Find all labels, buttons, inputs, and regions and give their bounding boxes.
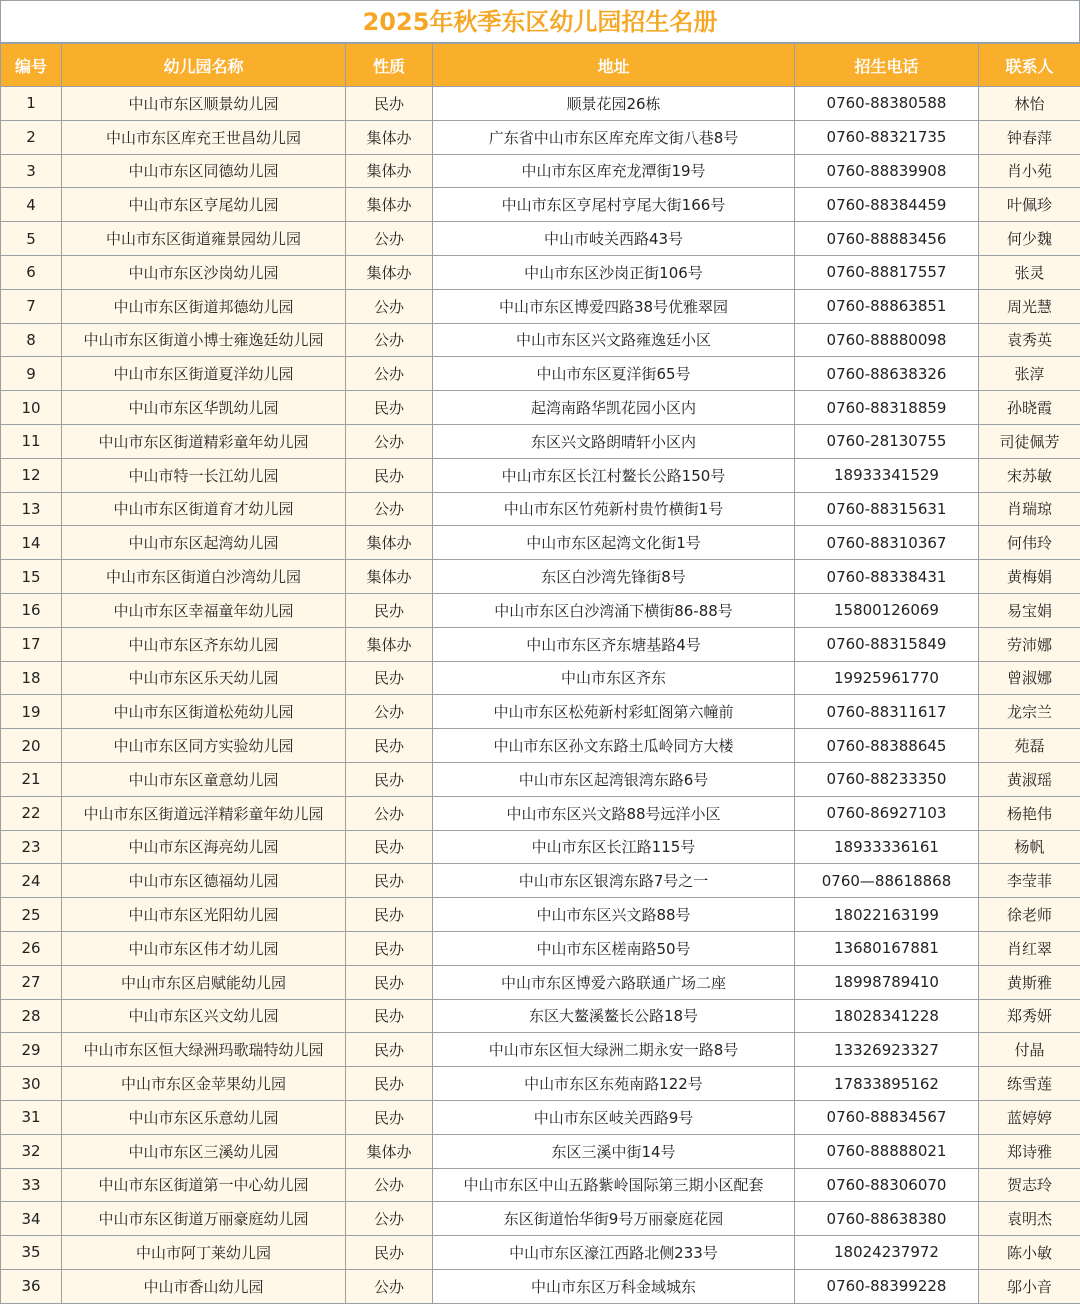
cell-kindergarten-name: 中山市香山幼儿园 [62,1269,346,1303]
cell-address: 东区兴文路朗晴轩小区内 [433,424,795,458]
cell-kindergarten-name: 中山市东区幸福童年幼儿园 [62,593,346,627]
cell-address: 东区大鳌溪鳌长公路18号 [433,999,795,1033]
cell-type: 公办 [346,1269,433,1303]
cell-type: 公办 [346,222,433,256]
cell-type: 民办 [346,1033,433,1067]
cell-phone: 0760-88233350 [795,762,979,796]
cell-contact: 李莹菲 [979,864,1080,898]
cell-address: 中山市东区博爱四路38号优雅翠园 [433,289,795,323]
cell-address: 中山市东区恒大绿洲二期永安一路8号 [433,1033,795,1067]
cell-address: 中山市东区博爱六路联通广场二座 [433,965,795,999]
header-contact: 联系人 [979,44,1080,87]
cell-type: 集体办 [346,120,433,154]
cell-contact: 肖小苑 [979,154,1080,188]
cell-address: 广东省中山市东区库充库文街八巷8号 [433,120,795,154]
cell-kindergarten-name: 中山市东区同德幼儿园 [62,154,346,188]
cell-type: 集体办 [346,1134,433,1168]
cell-contact: 龙宗兰 [979,695,1080,729]
cell-phone: 0760-88318859 [795,391,979,425]
cell-contact: 蓝婷婷 [979,1100,1080,1134]
table-row [1,931,1080,965]
table-row [1,1202,1080,1236]
cell-number: 14 [1,526,62,560]
header-type: 性质 [346,44,433,87]
cell-contact: 陈小敏 [979,1236,1080,1270]
cell-address: 东区街道怡华街9号万丽豪庭花园 [433,1202,795,1236]
table-row [1,593,1080,627]
cell-address: 中山市东区竹苑新村贵竹横街1号 [433,492,795,526]
cell-phone: 0760-88399228 [795,1269,979,1303]
cell-contact: 郑诗雅 [979,1134,1080,1168]
cell-kindergarten-name: 中山市东区街道白沙湾幼儿园 [62,560,346,594]
cell-phone: 18933336161 [795,830,979,864]
cell-contact: 黄淑瑶 [979,762,1080,796]
table-row [1,729,1080,763]
cell-address: 中山市东区孙文东路土瓜岭同方大楼 [433,729,795,763]
table-row [1,492,1080,526]
cell-kindergarten-name: 中山市东区街道小博士雍逸廷幼儿园 [62,323,346,357]
table-row [1,1067,1080,1101]
cell-type: 公办 [346,1202,433,1236]
cell-number: 10 [1,391,62,425]
cell-kindergarten-name: 中山市东区亨尾幼儿园 [62,188,346,222]
cell-number: 19 [1,695,62,729]
cell-phone: 0760-88384459 [795,188,979,222]
cell-contact: 林怡 [979,87,1080,121]
cell-kindergarten-name: 中山市东区齐东幼儿园 [62,627,346,661]
header-phone: 招生电话 [795,44,979,87]
cell-type: 公办 [346,289,433,323]
cell-number: 18 [1,661,62,695]
cell-number: 8 [1,323,62,357]
cell-type: 民办 [346,864,433,898]
cell-contact: 肖瑞琼 [979,492,1080,526]
header-address: 地址 [433,44,795,87]
cell-number: 5 [1,222,62,256]
table-row [1,661,1080,695]
cell-contact: 张灵 [979,255,1080,289]
table-row [1,796,1080,830]
cell-number: 16 [1,593,62,627]
table-row [1,120,1080,154]
enrollment-table [0,43,1080,1304]
cell-number: 15 [1,560,62,594]
cell-address: 中山市东区沙岗正街106号 [433,255,795,289]
cell-address: 中山市东区中山五路紫岭国际第三期小区配套 [433,1168,795,1202]
cell-contact: 宋苏敏 [979,458,1080,492]
cell-phone: 18024237972 [795,1236,979,1270]
cell-number: 7 [1,289,62,323]
table-row [1,898,1080,932]
cell-kindergarten-name: 中山市东区金苹果幼儿园 [62,1067,346,1101]
cell-phone: 0760-88839908 [795,154,979,188]
cell-contact: 曾淑娜 [979,661,1080,695]
cell-number: 17 [1,627,62,661]
cell-number: 6 [1,255,62,289]
cell-address: 中山市岐关西路43号 [433,222,795,256]
cell-number: 33 [1,1168,62,1202]
cell-contact: 贺志玲 [979,1168,1080,1202]
cell-kindergarten-name: 中山市东区街道远洋精彩童年幼儿园 [62,796,346,830]
cell-phone: 18022163199 [795,898,979,932]
cell-address: 中山市东区东苑南路122号 [433,1067,795,1101]
cell-type: 公办 [346,1168,433,1202]
cell-type: 公办 [346,796,433,830]
cell-kindergarten-name: 中山市东区伟才幼儿园 [62,931,346,965]
table-row [1,289,1080,323]
cell-address: 起湾南路华凯花园小区内 [433,391,795,425]
cell-phone: 0760-86927103 [795,796,979,830]
cell-address: 中山市东区长江路115号 [433,830,795,864]
cell-address: 东区三溪中街14号 [433,1134,795,1168]
table-row [1,154,1080,188]
table-row [1,87,1080,121]
cell-contact: 肖红翠 [979,931,1080,965]
cell-type: 民办 [346,1236,433,1270]
cell-contact: 郑秀妍 [979,999,1080,1033]
cell-phone: 0760-88863851 [795,289,979,323]
cell-number: 12 [1,458,62,492]
cell-type: 民办 [346,1067,433,1101]
cell-contact: 叶佩珍 [979,188,1080,222]
cell-contact: 周光慧 [979,289,1080,323]
cell-type: 民办 [346,1100,433,1134]
table-row [1,458,1080,492]
cell-phone: 19925961770 [795,661,979,695]
table-row [1,323,1080,357]
cell-number: 27 [1,965,62,999]
cell-kindergarten-name: 中山市东区三溪幼儿园 [62,1134,346,1168]
cell-contact: 邬小音 [979,1269,1080,1303]
cell-address: 中山市东区兴文路雍逸廷小区 [433,323,795,357]
cell-kindergarten-name: 中山市东区启赋能幼儿园 [62,965,346,999]
cell-contact: 何伟玲 [979,526,1080,560]
cell-phone: 0760-88315849 [795,627,979,661]
cell-number: 32 [1,1134,62,1168]
cell-kindergarten-name: 中山市东区起湾幼儿园 [62,526,346,560]
table-row [1,424,1080,458]
cell-contact: 张淳 [979,357,1080,391]
header-number: 编号 [1,44,62,87]
cell-address: 中山市东区起湾文化街1号 [433,526,795,560]
cell-contact: 何少魏 [979,222,1080,256]
cell-kindergarten-name: 中山市东区德福幼儿园 [62,864,346,898]
cell-kindergarten-name: 中山市东区街道邦德幼儿园 [62,289,346,323]
table-body [1,87,1080,1304]
cell-type: 集体办 [346,627,433,661]
cell-number: 29 [1,1033,62,1067]
cell-address: 中山市东区长江村鳌长公路150号 [433,458,795,492]
cell-phone: 0760-88380588 [795,87,979,121]
cell-contact: 劳沛娜 [979,627,1080,661]
cell-contact: 徐老师 [979,898,1080,932]
table-row [1,188,1080,222]
cell-type: 民办 [346,458,433,492]
cell-type: 民办 [346,898,433,932]
cell-contact: 袁明杰 [979,1202,1080,1236]
cell-type: 公办 [346,357,433,391]
cell-phone: 0760-88638380 [795,1202,979,1236]
cell-type: 集体办 [346,188,433,222]
cell-number: 3 [1,154,62,188]
cell-address: 中山市东区库充龙潭街19号 [433,154,795,188]
table-row [1,1168,1080,1202]
table-row [1,222,1080,256]
cell-number: 4 [1,188,62,222]
table-row [1,1100,1080,1134]
table-row [1,864,1080,898]
cell-contact: 黄梅娟 [979,560,1080,594]
cell-type: 公办 [346,492,433,526]
cell-phone: 0760-88306070 [795,1168,979,1202]
cell-contact: 司徒佩芳 [979,424,1080,458]
cell-address: 顺景花园26栋 [433,87,795,121]
cell-kindergarten-name: 中山市东区街道松苑幼儿园 [62,695,346,729]
cell-number: 13 [1,492,62,526]
cell-phone: 0760-88883456 [795,222,979,256]
cell-phone: 0760-88310367 [795,526,979,560]
cell-phone: 0760-88638326 [795,357,979,391]
cell-number: 35 [1,1236,62,1270]
cell-address: 中山市东区亨尾村亨尾大街166号 [433,188,795,222]
cell-contact: 钟春萍 [979,120,1080,154]
cell-kindergarten-name: 中山市东区光阳幼儿园 [62,898,346,932]
cell-kindergarten-name: 中山市东区街道第一中心幼儿园 [62,1168,346,1202]
cell-kindergarten-name: 中山市东区街道育才幼儿园 [62,492,346,526]
cell-phone: 13680167881 [795,931,979,965]
cell-kindergarten-name: 中山市特一长江幼儿园 [62,458,346,492]
cell-contact: 付晶 [979,1033,1080,1067]
cell-kindergarten-name: 中山市东区同方实验幼儿园 [62,729,346,763]
cell-number: 34 [1,1202,62,1236]
table-row [1,391,1080,425]
cell-kindergarten-name: 中山市东区街道万丽豪庭幼儿园 [62,1202,346,1236]
cell-address: 中山市东区白沙湾涌下横街86-88号 [433,593,795,627]
cell-kindergarten-name: 中山市阿丁莱幼儿园 [62,1236,346,1270]
cell-address: 中山市东区齐东 [433,661,795,695]
cell-address: 东区白沙湾先锋街8号 [433,560,795,594]
cell-number: 22 [1,796,62,830]
cell-number: 23 [1,830,62,864]
cell-phone: 0760-88888021 [795,1134,979,1168]
cell-number: 31 [1,1100,62,1134]
cell-address: 中山市东区起湾银湾东路6号 [433,762,795,796]
cell-kindergarten-name: 中山市东区童意幼儿园 [62,762,346,796]
cell-address: 中山市东区万科金域城东 [433,1269,795,1303]
cell-phone: 0760-88315631 [795,492,979,526]
cell-address: 中山市东区银湾东路7号之一 [433,864,795,898]
cell-type: 集体办 [346,154,433,188]
cell-kindergarten-name: 中山市东区库充王世昌幼儿园 [62,120,346,154]
cell-phone: 0760—88618868 [795,864,979,898]
cell-number: 26 [1,931,62,965]
cell-address: 中山市东区兴文路88号远洋小区 [433,796,795,830]
cell-number: 11 [1,424,62,458]
cell-contact: 苑磊 [979,729,1080,763]
table-row [1,627,1080,661]
cell-phone: 17833895162 [795,1067,979,1101]
cell-phone: 0760-88880098 [795,323,979,357]
table-row [1,999,1080,1033]
cell-kindergarten-name: 中山市东区街道精彩童年幼儿园 [62,424,346,458]
cell-number: 30 [1,1067,62,1101]
cell-kindergarten-name: 中山市东区乐意幼儿园 [62,1100,346,1134]
cell-kindergarten-name: 中山市东区街道雍景园幼儿园 [62,222,346,256]
table-row [1,1269,1080,1303]
cell-phone: 13326923327 [795,1033,979,1067]
cell-contact: 袁秀英 [979,323,1080,357]
cell-phone: 0760-88388645 [795,729,979,763]
cell-kindergarten-name: 中山市东区街道夏洋幼儿园 [62,357,346,391]
table-row [1,255,1080,289]
cell-phone: 0760-88321735 [795,120,979,154]
cell-type: 民办 [346,87,433,121]
cell-address: 中山市东区兴文路88号 [433,898,795,932]
cell-address: 中山市东区岐关西路9号 [433,1100,795,1134]
cell-phone: 18933341529 [795,458,979,492]
cell-type: 集体办 [346,255,433,289]
cell-type: 民办 [346,999,433,1033]
cell-contact: 杨艳伟 [979,796,1080,830]
cell-contact: 杨帆 [979,830,1080,864]
cell-phone: 0760-88817557 [795,255,979,289]
cell-number: 9 [1,357,62,391]
cell-kindergarten-name: 中山市东区恒大绿洲玛歌瑞特幼儿园 [62,1033,346,1067]
cell-type: 公办 [346,424,433,458]
header-kindergarten-name: 幼儿园名称 [62,44,346,87]
cell-phone: 0760-28130755 [795,424,979,458]
cell-number: 21 [1,762,62,796]
cell-number: 20 [1,729,62,763]
cell-type: 公办 [346,695,433,729]
cell-type: 集体办 [346,526,433,560]
cell-contact: 黄斯雅 [979,965,1080,999]
page-title: 2025年秋季东区幼儿园招生名册 [0,0,1080,43]
cell-number: 25 [1,898,62,932]
cell-phone: 18998789410 [795,965,979,999]
cell-address: 中山市东区槎南路50号 [433,931,795,965]
cell-phone: 0760-88834567 [795,1100,979,1134]
table-row [1,762,1080,796]
table-row [1,965,1080,999]
cell-kindergarten-name: 中山市东区兴文幼儿园 [62,999,346,1033]
cell-phone: 18028341228 [795,999,979,1033]
cell-address: 中山市东区齐东塘基路4号 [433,627,795,661]
table-row [1,1134,1080,1168]
cell-phone: 0760-88338431 [795,560,979,594]
cell-type: 民办 [346,661,433,695]
table-row [1,560,1080,594]
cell-kindergarten-name: 中山市东区海亮幼儿园 [62,830,346,864]
cell-number: 36 [1,1269,62,1303]
table-row [1,830,1080,864]
cell-number: 2 [1,120,62,154]
cell-type: 民办 [346,965,433,999]
table-row [1,1033,1080,1067]
cell-address: 中山市东区松苑新村彩虹阁第六幢前 [433,695,795,729]
cell-type: 民办 [346,762,433,796]
cell-kindergarten-name: 中山市东区顺景幼儿园 [62,87,346,121]
cell-type: 民办 [346,593,433,627]
cell-contact: 易宝娟 [979,593,1080,627]
cell-type: 民办 [346,931,433,965]
cell-kindergarten-name: 中山市东区华凯幼儿园 [62,391,346,425]
cell-number: 24 [1,864,62,898]
cell-type: 民办 [346,729,433,763]
table-row [1,526,1080,560]
table-row [1,357,1080,391]
table-header-row [1,44,1080,87]
cell-kindergarten-name: 中山市东区沙岗幼儿园 [62,255,346,289]
cell-number: 1 [1,87,62,121]
cell-contact: 孙晓霞 [979,391,1080,425]
cell-type: 公办 [346,323,433,357]
cell-phone: 0760-88311617 [795,695,979,729]
cell-type: 民办 [346,391,433,425]
table-row [1,1236,1080,1270]
cell-number: 28 [1,999,62,1033]
cell-contact: 练雪莲 [979,1067,1080,1101]
cell-type: 集体办 [346,560,433,594]
cell-type: 民办 [346,830,433,864]
cell-kindergarten-name: 中山市东区乐天幼儿园 [62,661,346,695]
cell-address: 中山市东区濠江西路北侧233号 [433,1236,795,1270]
cell-phone: 15800126069 [795,593,979,627]
cell-address: 中山市东区夏洋街65号 [433,357,795,391]
table-row [1,695,1080,729]
